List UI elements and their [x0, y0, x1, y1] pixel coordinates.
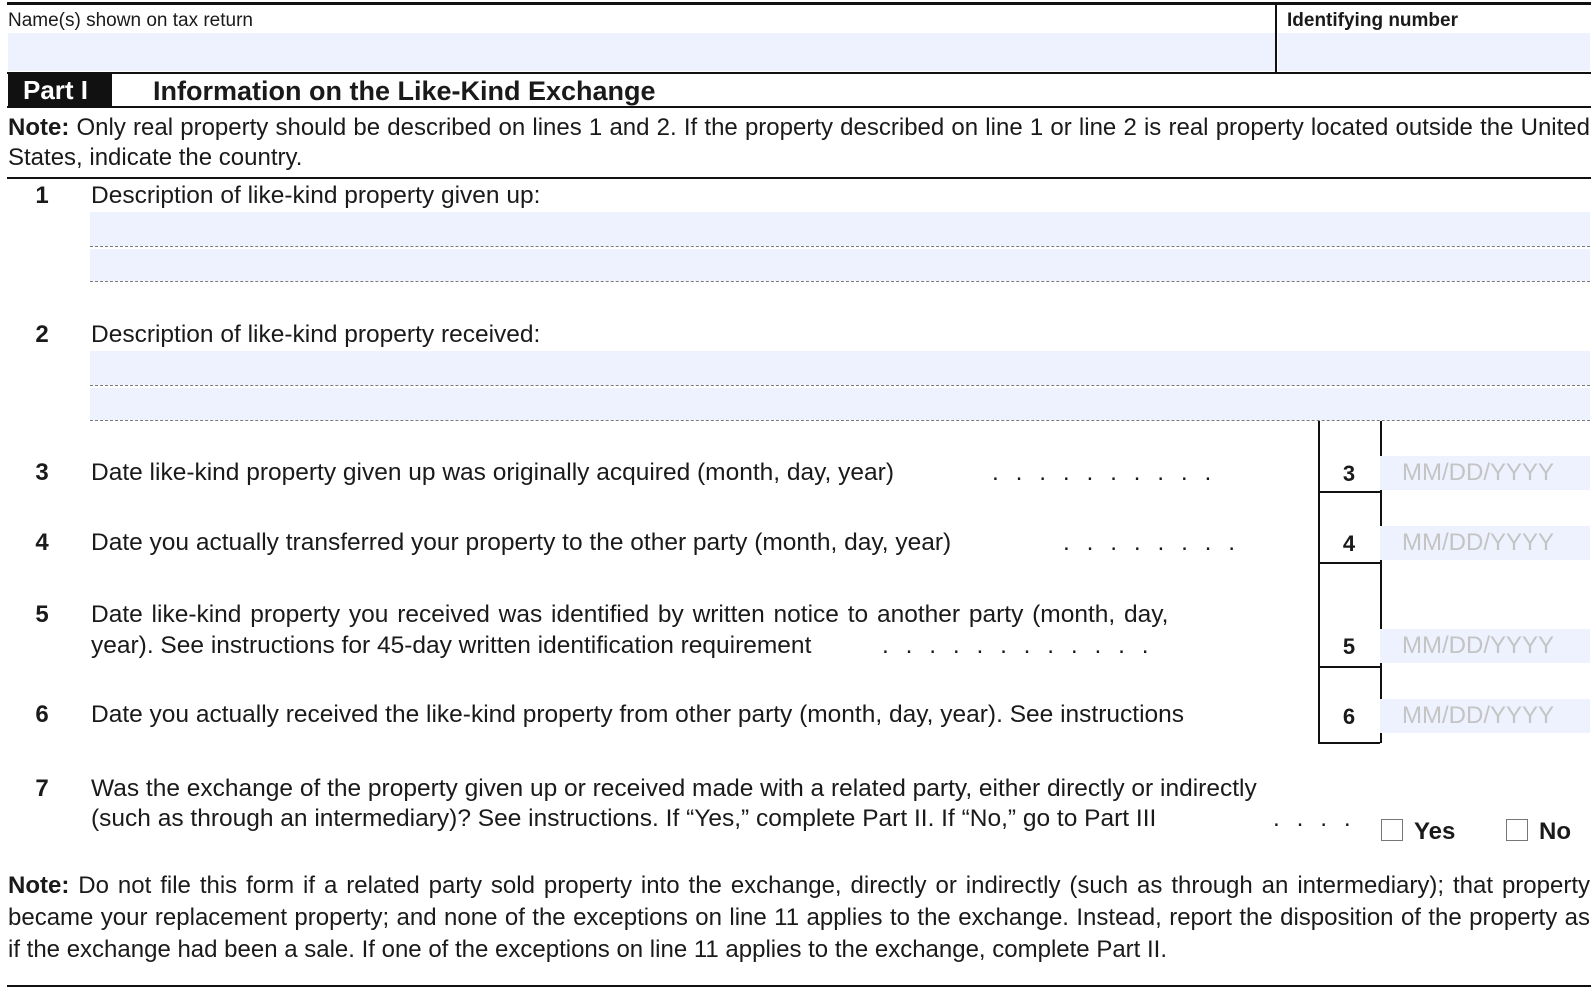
line-5-box-number: 5 [1342, 634, 1356, 659]
header-bottom-rule [7, 72, 1591, 74]
line-2-text: Description of like-kind property received: [91, 321, 541, 348]
line-3-box-number: 3 [1342, 461, 1356, 486]
line-6-box-number: 6 [1342, 704, 1356, 729]
line-7-yes-checkbox[interactable] [1381, 819, 1403, 841]
line-4-leader-dots: . . . . . . . . [1063, 529, 1236, 556]
line-2-dash-a [90, 385, 1590, 386]
identifying-number-field[interactable] [1278, 33, 1590, 71]
line-5-number: 5 [35, 601, 49, 628]
part-title-rule [7, 106, 1591, 108]
related-party-note-label: Note: [8, 872, 70, 899]
line-3-box-rule [1318, 491, 1380, 493]
line-7-yes-label: Yes [1414, 818, 1456, 845]
line-5-date-input[interactable] [1380, 629, 1590, 663]
line-4-date-input[interactable] [1380, 526, 1590, 560]
line-4-box-number: 4 [1342, 531, 1356, 556]
line-7-text-line2: (such as through an intermediary)? See instructions. If “Yes,” complete Part II. If “No,” go to Part III [91, 805, 1157, 832]
line-2-dash-b [90, 420, 1590, 421]
line-1-text: Description of like-kind property given up: [91, 182, 541, 209]
line-1-dash-b [90, 281, 1590, 282]
related-party-note [8, 870, 1590, 966]
part-badge-label: Part I [23, 75, 89, 105]
line-4-box-rule [1318, 562, 1380, 564]
line-4-number: 4 [35, 529, 49, 556]
line-5-text-line2: year). See instructions for 45-day written identification requirement [91, 632, 812, 659]
line-3-leader-dots: . . . . . . . . . . [992, 459, 1212, 486]
line-2-field-b[interactable] [90, 388, 1590, 420]
bottom-rule [7, 985, 1591, 987]
part-badge [8, 74, 112, 106]
identifying-number-label: Identifying number [1287, 10, 1458, 31]
line-3-date-input[interactable] [1380, 456, 1590, 490]
top-rule [7, 2, 1591, 5]
line-6-number: 6 [35, 701, 49, 728]
line-6-date-input[interactable] [1380, 699, 1590, 733]
line-6-box-rule [1318, 742, 1380, 744]
line-4-text: Date you actually transferred your property to the other party (month, day, year) [91, 529, 952, 556]
line-1-number: 1 [35, 182, 49, 209]
related-party-note-text: Do not file this form if a related party sold property into the exchange, directly or indirectly (such as through an intermediary); that property became your replacement property; and none of the exceptions on line 11 applies to the exchange. Instead, report the disposition of the property as if the exchange had been a sale. If one of the exceptions on line 11 applies to the exchange, complete Part II. [8, 872, 1590, 963]
part-note [8, 113, 1590, 173]
header-divider [1275, 5, 1277, 73]
names-field[interactable] [8, 33, 1276, 71]
line-1-field-a[interactable] [90, 212, 1590, 246]
line-6-text: Date you actually received the like-kind property from other party (month, day, year). See instructions [91, 701, 1185, 728]
part-note-label: Note: [8, 114, 70, 141]
line-7-leader-dots: . . . . [1273, 805, 1351, 832]
names-label: Name(s) shown on tax return [8, 10, 253, 31]
line-3-number: 3 [35, 459, 49, 486]
line-5-text-line1: Date like-kind property you received was identified by written notice to another party (month, day, [91, 601, 1169, 628]
note-rule [7, 177, 1591, 179]
line-7-number: 7 [35, 775, 49, 802]
part-title: Information on the Like-Kind Exchange [153, 76, 656, 106]
line-3-text: Date like-kind property given up was originally acquired (month, day, year) [91, 459, 894, 486]
line-7-no-label: No [1539, 818, 1571, 845]
line-2-field-a[interactable] [90, 351, 1590, 385]
line-5-leader-dots: . . . . . . . . . . . . [882, 632, 1149, 659]
line-7-no-checkbox[interactable] [1506, 819, 1528, 841]
line-2-number: 2 [35, 321, 49, 348]
line-1-dash-a [90, 246, 1590, 247]
line-7-text-line1: Was the exchange of the property given up or received made with a related party, either directly or indirectly [91, 775, 1257, 802]
line-5-box-rule [1318, 666, 1380, 668]
part-note-text: Only real property should be described on lines 1 and 2. If the property described on line 1 or line 2 is real property located outside the United States, indicate the country. [8, 114, 1590, 171]
line-1-field-b[interactable] [90, 249, 1590, 281]
